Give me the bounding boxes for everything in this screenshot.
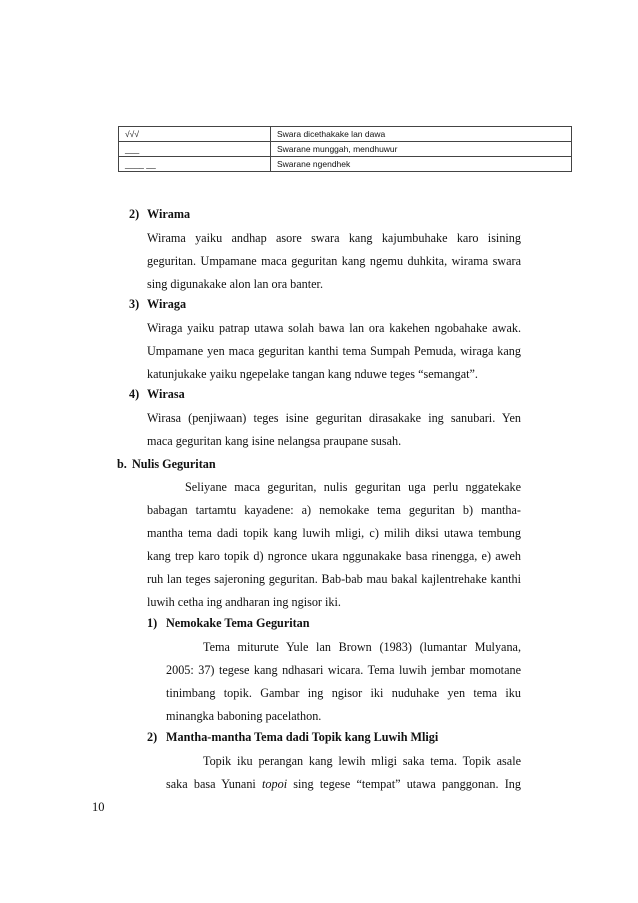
- intonation-legend-table: [118, 126, 572, 172]
- paragraph-line: Tema miturute Yule lan Brown (1983) (lumantar Mulyana,: [203, 640, 521, 654]
- item-number: 2): [147, 730, 158, 744]
- text-run: saka basa Yunani: [166, 777, 263, 791]
- paragraph-line: katunjukake yaiku ngepelake tangan kang nduwe teges “semangat”.: [147, 367, 478, 381]
- item-number: 4): [129, 387, 140, 401]
- section-heading-nulis-geguritan: Nulis Geguritan: [132, 457, 216, 471]
- section-heading-nemokake-tema: Nemokake Tema Geguritan: [166, 616, 310, 630]
- paragraph-line: 2005: 37) tegese kang ndhasari wicara. Tema luwih jembar momotane: [166, 663, 521, 677]
- section-heading-wirasa: Wirasa: [147, 387, 185, 401]
- item-number: 2): [129, 207, 140, 221]
- legend-symbol: √√√: [119, 127, 271, 142]
- section-heading-wirama: Wirama: [147, 207, 191, 221]
- paragraph-line: [166, 776, 521, 792]
- item-number: 1): [147, 616, 158, 630]
- paragraph-line: babagan tartamtu kayadene: a) nemokake tema geguritan b) mantha-: [147, 503, 521, 517]
- paragraph-line: kang trep karo topik d) ngronce ukara nggunakake basa rinengga, e) aweh: [147, 549, 521, 563]
- paragraph-line: Wiraga yaiku patrap utawa solah bawa lan ora kakehen ngobahake awak.: [147, 321, 521, 335]
- paragraph-line: mantha tema dadi topik kang luwih mligi, c) milih diksi utawa tembung: [147, 526, 521, 540]
- legend-meaning: Swara dicethakake lan dawa: [271, 127, 572, 142]
- legend-row: [119, 157, 572, 172]
- legend-row: [119, 127, 572, 142]
- italic-term: topoi: [262, 777, 288, 791]
- paragraph-line: maca geguritan kang isine nelangsa praupane susah.: [147, 434, 402, 448]
- legend-symbol: ____ __: [119, 157, 271, 172]
- legend-meaning: Swarane ngendhek: [271, 157, 572, 172]
- paragraph-line: Wirasa (penjiwaan) teges isine geguritan dirasakake ing sanubari. Yen: [147, 411, 521, 425]
- paragraph-line: luwih cetha ing andharan ing ngisor iki.: [147, 595, 341, 609]
- item-number: 3): [129, 297, 140, 311]
- section-heading-mantha-tema: Mantha-mantha Tema dadi Topik kang Luwih Mligi: [166, 730, 439, 744]
- paragraph-line: ruh lan teges sajeroning geguritan. Bab-bab mau bakal kajlentrehake kanthi: [147, 572, 521, 586]
- section-letter: b.: [117, 457, 127, 471]
- legend-symbol: ___: [119, 142, 271, 157]
- paragraph-line: minangka baboning pacelathon.: [166, 709, 322, 723]
- paragraph-line: Wirama yaiku andhap asore swara kang kajumbuhake karo isining: [147, 231, 521, 245]
- page-number: 10: [92, 800, 105, 814]
- paragraph-line: Seliyane maca geguritan, nulis geguritan uga perlu nggatekake: [185, 480, 521, 494]
- section-heading-wiraga: Wiraga: [147, 297, 187, 311]
- text-run: sing tegese “tempat” utawa panggonan. Ing: [287, 777, 521, 791]
- legend-meaning: Swarane munggah, mendhuwur: [271, 142, 572, 157]
- paragraph-line: Umpamane yen maca geguritan kanthi tema Sumpah Pemuda, wiraga kang: [147, 344, 521, 358]
- legend-row: [119, 142, 572, 157]
- paragraph-line: tinimbang topik. Gambar ing ngisor iki nuduhake yen tema iku: [166, 686, 521, 700]
- paragraph-line: Topik iku perangan kang lewih mligi saka tema. Topik asale: [203, 754, 521, 768]
- paragraph-line: geguritan. Umpamane maca geguritan kang ngemu duhkita, wirama swara: [147, 254, 521, 268]
- paragraph-line: sing digunakake alon lan ora banter.: [147, 277, 323, 291]
